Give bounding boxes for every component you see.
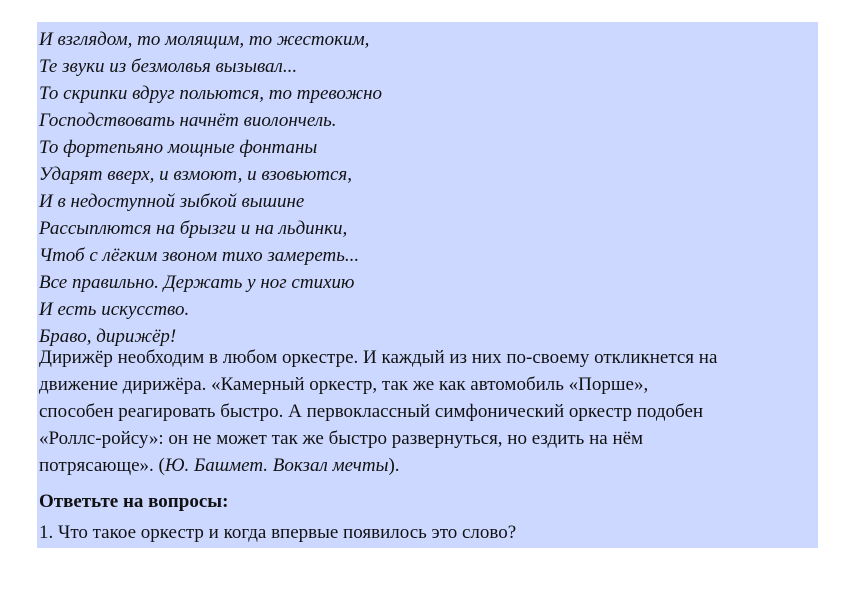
poem-line: То скрипки вдруг польются, то тревожно [39, 83, 383, 104]
prose-line: Дирижёр необходим в любом оркестре. И каждый из них по-своему откликнется на [39, 347, 718, 368]
poem-line: Чтоб с лёгким звоном тихо замереть... [39, 245, 360, 266]
prose-line: способен реагировать быстро. А первоклассный симфонический оркестр подобен [39, 401, 704, 422]
poem [39, 26, 815, 350]
citation: Ю. Башмет. Вокзал мечты [164, 455, 389, 476]
poem-line: Те звуки из безмолвья вызывал... [39, 56, 298, 77]
text-block [37, 22, 818, 548]
prose-paragraph [39, 344, 817, 479]
poem-line: Господствовать начнёт виолончель. [39, 110, 337, 131]
question-item: 1. Что такое оркестр и когда впервые появилось это слово? [39, 522, 517, 543]
poem-line: И есть искусство. [39, 299, 190, 320]
prose-last-line-prefix: потрясающе». ( [39, 455, 165, 476]
poem-line: И взглядом, то молящим, то жестоким, [39, 29, 370, 50]
questions-heading: Ответьте на вопросы: [39, 491, 229, 512]
poem-line: Все правильно. Держать у ног стихию [39, 272, 355, 293]
prose-line: движение дирижёра. «Камерный оркестр, так же как автомобиль «Порше», [39, 374, 649, 395]
prose-line: «Роллс-ройсу»: он не может так же быстро развернуться, но ездить на нём [39, 428, 644, 449]
poem-line: Браво, дирижёр! [39, 326, 177, 347]
prose-last-line-suffix: ). [388, 455, 400, 476]
poem-line: То фортепьяно мощные фонтаны [39, 137, 318, 158]
prose-last-line [39, 452, 817, 479]
poem-line: И в недоступной зыбкой вышине [39, 191, 305, 212]
poem-line: Ударят вверх, и взмоют, и взовьются, [39, 164, 353, 185]
poem-line: Рассыплются на брызги и на льдинки, [39, 218, 348, 239]
